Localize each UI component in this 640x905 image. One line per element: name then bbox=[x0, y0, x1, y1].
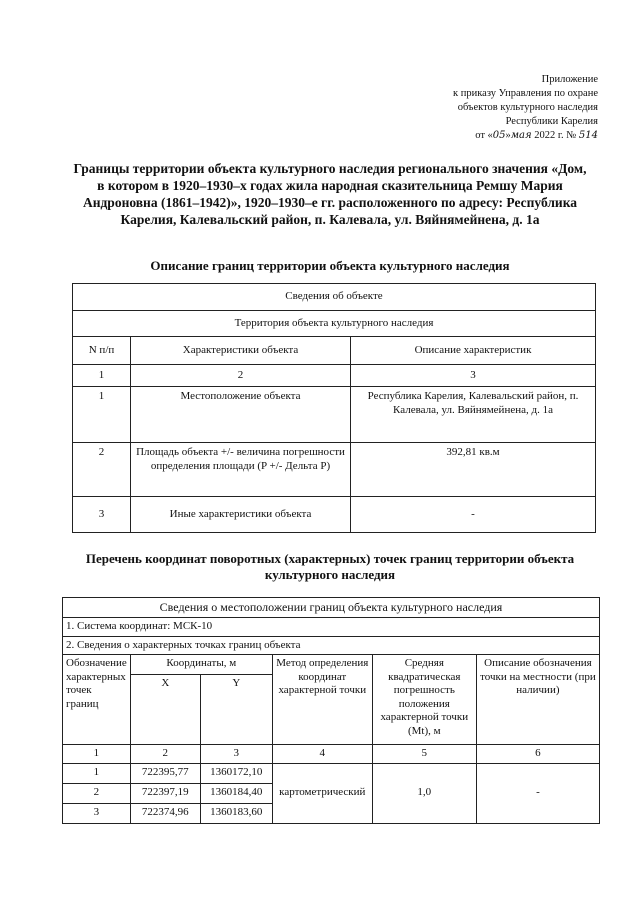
column-header: Обозначение характерных точек границ bbox=[63, 655, 131, 745]
column-header: Описание характеристик bbox=[351, 337, 596, 365]
date-day: 05 bbox=[492, 130, 506, 141]
table-header: Территория объекта культурного наследия bbox=[73, 311, 596, 337]
column-header: Средняя квадратическая погрешность положения характерной точки (Mt), м bbox=[372, 655, 476, 745]
description-cell: - bbox=[476, 763, 599, 823]
row-characteristic: Местоположение объекта bbox=[131, 387, 351, 443]
points-header: 2. Сведения о характерных точках границ объекта bbox=[63, 636, 600, 655]
point-y: 1360184,40 bbox=[200, 783, 272, 803]
table-header: Сведения о местоположении границ объекта культурного наследия bbox=[63, 598, 600, 618]
index-cell: 4 bbox=[272, 745, 372, 764]
row-description: Республика Карелия, Калевальский район, п. Калевала, ул. Вяйнямейнена, д. 1а bbox=[351, 387, 596, 443]
point-x: 722374,96 bbox=[130, 803, 200, 823]
point-x: 722397,19 bbox=[130, 783, 200, 803]
row-description: 392,81 кв.м bbox=[351, 443, 596, 497]
point-x: 722395,77 bbox=[130, 763, 200, 783]
appendix-line: к приказу Управления по охране bbox=[453, 88, 598, 99]
point-y: 1360183,60 bbox=[200, 803, 272, 823]
column-header: X bbox=[130, 675, 200, 745]
method-cell: картометрический bbox=[272, 763, 372, 823]
index-cell: 1 bbox=[63, 745, 131, 764]
index-cell: 3 bbox=[351, 365, 596, 387]
table-row bbox=[73, 387, 596, 443]
object-info-table bbox=[72, 283, 596, 533]
table-row bbox=[73, 443, 596, 497]
column-header: Метод определения координат характерной точки bbox=[272, 655, 372, 745]
index-cell: 3 bbox=[200, 745, 272, 764]
error-cell: 1,0 bbox=[372, 763, 476, 823]
document-title: Границы территории объекта культурного наследия регионального значения «Дом, в котором в 1920–1930–х годах жила народная сказительница Ремшу Мария Андроновна (1861–1942)», 1920–1930–е гг. расположенного по адресу: Республика Карелия, Калевальский район, п. Калевала, ул. Вяйнямейнена, д. 1а bbox=[73, 161, 587, 227]
section2-title: Перечень координат поворотных (характерных) точек границ территории объекта культурного наследия bbox=[85, 551, 575, 582]
appendix-line: объектов культурного наследия bbox=[457, 102, 598, 113]
coordinates-table bbox=[62, 597, 600, 824]
appendix-block bbox=[453, 73, 598, 143]
index-cell: 2 bbox=[130, 745, 200, 764]
row-number: 1 bbox=[73, 387, 131, 443]
table-row bbox=[63, 763, 600, 783]
row-number: 3 bbox=[73, 497, 131, 533]
index-cell: 1 bbox=[73, 365, 131, 387]
appendix-line: Республики Карелия bbox=[505, 116, 598, 127]
date-prefix: от « bbox=[475, 130, 493, 141]
row-description: - bbox=[351, 497, 596, 533]
point-number: 2 bbox=[63, 783, 131, 803]
point-number: 3 bbox=[63, 803, 131, 823]
date-month: мая bbox=[510, 130, 532, 141]
column-header: N п/п bbox=[73, 337, 131, 365]
index-cell: 6 bbox=[476, 745, 599, 764]
date-mid: » bbox=[505, 130, 511, 141]
row-characteristic: Иные характеристики объекта bbox=[131, 497, 351, 533]
column-header: Y bbox=[200, 675, 272, 745]
row-number: 2 bbox=[73, 443, 131, 497]
column-header: Характеристики объекта bbox=[131, 337, 351, 365]
column-header: Координаты, м bbox=[130, 655, 272, 675]
point-y: 1360172,10 bbox=[200, 763, 272, 783]
index-cell: 5 bbox=[372, 745, 476, 764]
table-header: Сведения об объекте bbox=[73, 284, 596, 311]
date-suffix: 2022 г. № bbox=[534, 130, 577, 141]
row-characteristic: Площадь объекта +/- величина погрешности определения площади (P +/- Дельта P) bbox=[131, 443, 351, 497]
coordinate-system: 1. Система координат: МСК-10 bbox=[63, 618, 600, 637]
section1-title: Описание границ территории объекта культурного наследия bbox=[150, 258, 510, 273]
point-number: 1 bbox=[63, 763, 131, 783]
index-cell: 2 bbox=[131, 365, 351, 387]
column-header: Описание обозначения точки на местности (при наличии) bbox=[476, 655, 599, 745]
appendix-line: Приложение bbox=[541, 74, 598, 85]
appendix-date bbox=[453, 129, 598, 143]
order-number: 514 bbox=[578, 130, 598, 141]
table-row bbox=[73, 497, 596, 533]
